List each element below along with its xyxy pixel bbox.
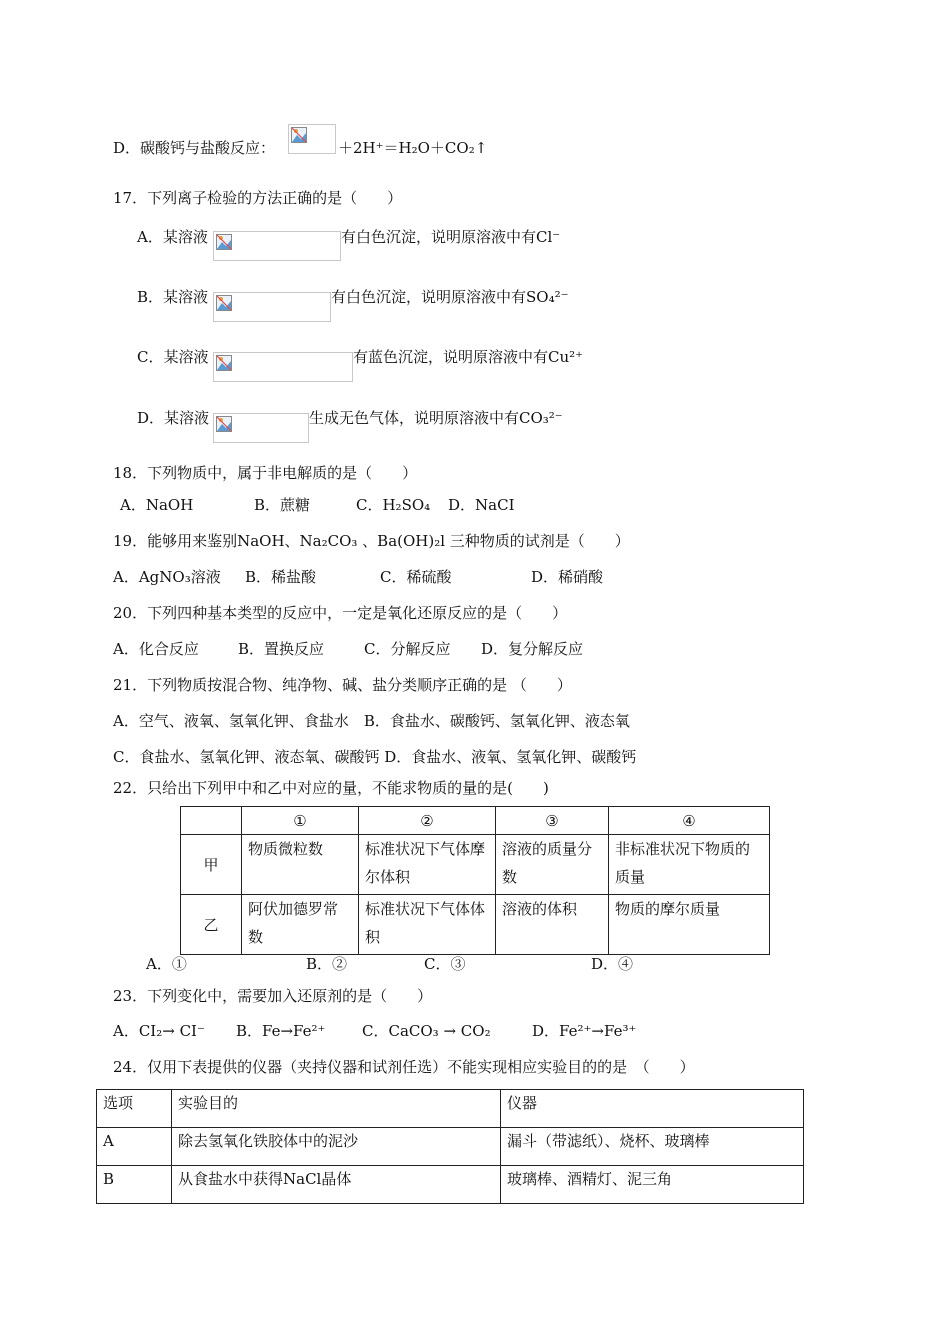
q21-options-ab: A．空气、液氧、氢氧化钾、食盐水 B．食盐水、碳酸钙、氢氧化钾、液态氧 xyxy=(113,712,630,730)
table-header-row xyxy=(97,1090,804,1128)
q23-stem: 23．下列变化中，需要加入还原剂的是（ ） xyxy=(113,987,433,1005)
table-row xyxy=(97,1128,804,1166)
broken-image-icon xyxy=(216,234,232,250)
reagent-image-b xyxy=(213,292,331,322)
q17-a-prefix: A．某溶液 xyxy=(137,228,208,246)
q24-stem: 24．仅用下表提供的仪器（夹持仪器和试剂任选）不能实现相应实验目的的是 （ ） xyxy=(113,1058,695,1076)
table-cell: A xyxy=(97,1128,172,1166)
table-cell: 溶液的质量分数 xyxy=(496,835,609,895)
table-header-cell: ③ xyxy=(496,807,609,835)
row-label: 甲 xyxy=(181,835,242,895)
table-header-cell: ② xyxy=(359,807,496,835)
q19-option-c: C．稀硫酸 xyxy=(380,568,452,586)
table-cell: 从食盐水中获得NaCl晶体 xyxy=(172,1166,501,1204)
table-cell: B xyxy=(97,1166,172,1204)
table-cell: 漏斗（带滤纸）、烧杯、玻璃棒 xyxy=(501,1128,804,1166)
table-header-row xyxy=(181,807,770,835)
broken-image-icon xyxy=(291,127,307,143)
broken-image-icon xyxy=(216,416,232,432)
q22-option-a: A．① xyxy=(146,955,187,973)
q17-b-prefix: B．某溶液 xyxy=(137,288,209,306)
q19-stem: 19．能够用来鉴别NaOH、Na₂CO₃ 、Ba(OH)₂l 三种物质的试剂是（ ） xyxy=(113,532,630,550)
row-label: 乙 xyxy=(181,895,242,955)
table-header-cell: 仪器 xyxy=(501,1090,804,1128)
q22-option-b: B．② xyxy=(306,955,348,973)
q20-option-b: B．置换反应 xyxy=(238,640,325,658)
q18-stem: 18．下列物质中，属于非电解质的是（ ） xyxy=(113,464,418,482)
reagent-image-c xyxy=(213,352,353,382)
q21-options-cd: C．食盐水、氢氧化钾、液态氧、碳酸钙 D．食盐水、液氧、氢氧化钾、碳酸钙 xyxy=(113,748,637,766)
q23-option-d: D．Fe²⁺→Fe³⁺ xyxy=(532,1022,637,1040)
q16-d-suffix: ＋2H⁺＝H₂O＋CO₂↑ xyxy=(338,139,488,157)
q19-option-a: A．AgNO₃溶液 xyxy=(113,568,221,586)
q20-option-c: C．分解反应 xyxy=(364,640,451,658)
q17-d-suffix: 生成无色气体，说明原溶液中有CO₃²⁻ xyxy=(309,409,563,427)
q22-option-d: D．④ xyxy=(591,955,634,973)
table-row xyxy=(97,1166,804,1204)
q22-stem: 22．只给出下列甲中和乙中对应的量，不能求物质的量的是( ) xyxy=(113,779,549,797)
q20-option-d: D．复分解反应 xyxy=(481,640,584,658)
q16-d-prefix: D．碳酸钙与盐酸反应： xyxy=(113,139,276,157)
formula-image xyxy=(288,124,336,154)
q24-table xyxy=(96,1089,804,1204)
q16-option-d xyxy=(113,138,275,158)
table-header-cell: ① xyxy=(242,807,359,835)
q23-option-b: B．Fe→Fe²⁺ xyxy=(236,1022,326,1040)
table-cell: 溶液的体积 xyxy=(496,895,609,955)
table-header-cell xyxy=(181,807,242,835)
reagent-image-a xyxy=(213,231,341,261)
table-cell: 除去氢氧化铁胶体中的泥沙 xyxy=(172,1128,501,1166)
table-cell: 非标准状况下物质的质量 xyxy=(609,835,770,895)
q18-option-a: A．NaOH xyxy=(120,496,194,514)
q21-stem: 21．下列物质按混合物、纯净物、碱、盐分类顺序正确的是 （ ） xyxy=(113,676,572,694)
table-cell: 玻璃棒、酒精灯、泥三角 xyxy=(501,1166,804,1204)
q19-option-b: B．稀盐酸 xyxy=(245,568,317,586)
q22-table xyxy=(180,806,770,955)
table-cell: 标准状况下气体摩尔体积 xyxy=(359,835,496,895)
table-cell: 物质的摩尔质量 xyxy=(609,895,770,955)
q23-option-a: A．CI₂→ CI⁻ xyxy=(113,1022,205,1040)
table-row xyxy=(181,835,770,895)
table-cell: 标准状况下气体体积 xyxy=(359,895,496,955)
q20-stem: 20．下列四种基本类型的反应中，一定是氧化还原反应的是（ ） xyxy=(113,604,568,622)
table-header-cell: 选项 xyxy=(97,1090,172,1128)
q18-option-c: C．H₂SO₄ xyxy=(356,496,431,514)
table-header-cell: 实验目的 xyxy=(172,1090,501,1128)
q17-c-suffix: 有蓝色沉淀，说明原溶液中有Cu²⁺ xyxy=(353,348,584,366)
q22-option-c: C．③ xyxy=(424,955,466,973)
q19-option-d: D．稀硝酸 xyxy=(531,568,604,586)
table-cell: 阿伏加德罗常数 xyxy=(242,895,359,955)
reagent-image-d xyxy=(213,413,309,443)
q17-d-prefix: D．某溶液 xyxy=(137,409,210,427)
q20-option-a: A．化合反应 xyxy=(113,640,199,658)
q17-stem: 17．下列离子检验的方法正确的是（ ） xyxy=(113,189,403,207)
q18-option-b: B．蔗糖 xyxy=(254,496,311,514)
q17-a-suffix: 有白色沉淀，说明原溶液中有Cl⁻ xyxy=(341,228,561,246)
q17-c-prefix: C．某溶液 xyxy=(137,348,209,366)
q17-b-suffix: 有白色沉淀，说明原溶液中有SO₄²⁻ xyxy=(331,288,569,306)
table-row xyxy=(181,895,770,955)
q23-option-c: C．CaCO₃ → CO₂ xyxy=(362,1022,491,1040)
table-header-cell: ④ xyxy=(609,807,770,835)
broken-image-icon xyxy=(216,295,232,311)
q18-option-d: D．NaCI xyxy=(448,496,515,514)
table-cell: 物质微粒数 xyxy=(242,835,359,895)
broken-image-icon xyxy=(216,355,232,371)
